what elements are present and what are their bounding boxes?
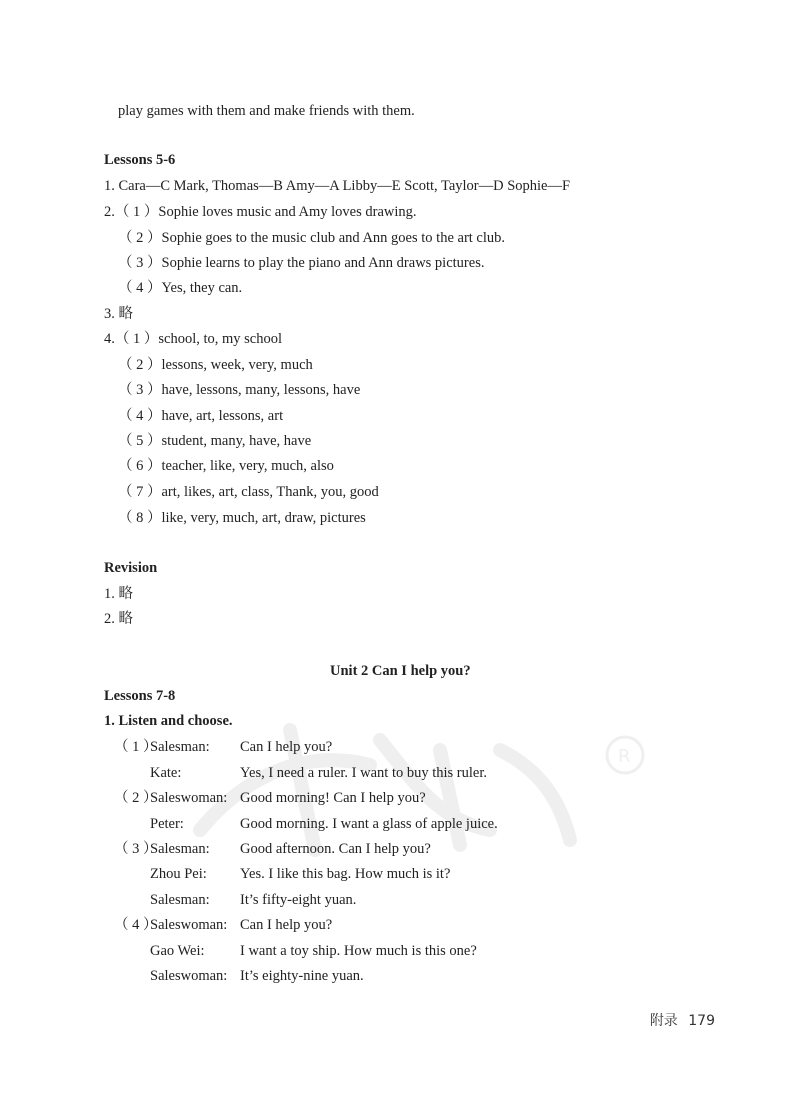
dialogue-speaker: Zhou Pei: [150,866,207,882]
page-footer [650,1010,715,1030]
answer-4-1: 4.（ 1 ）school, to, my school [104,331,283,347]
answer-2-4: （ 4 ）Yes, they can. [118,280,243,296]
answer-4-6: （ 6 ）teacher, like, very, much, also [118,458,334,474]
dialogue-speaker: Saleswoman: [150,968,228,984]
watermark-logo [140,710,660,860]
dialogue-text: Can I help you? [240,739,333,755]
revision-item-1: 1. 略 [104,586,133,602]
dialogue-text: Can I help you? [240,917,333,933]
dialogue-speaker: Salesman: [150,892,210,908]
answer-4-2: （ 2 ）lessons, week, very, much [118,357,313,373]
dialogue-speaker: Salesman: [150,739,210,755]
answer-1: 1. Cara—C Mark, Thomas—B Amy—A Libby—E Scott, Taylor—D Sophie—F [104,178,571,194]
dialogue-text: Good morning! Can I help you? [240,790,426,806]
answer-2-3: （ 3 ）Sophie learns to play the piano and Ann draws pictures. [118,255,485,271]
answer-4-3: （ 3 ）have, lessons, many, lessons, have [118,382,361,398]
answer-3: 3. 略 [104,306,133,322]
dialogue-speaker: Saleswoman: [150,790,228,806]
svg-text:R: R [618,746,631,767]
dialogue-text: Good morning. I want a glass of apple juice. [240,816,498,832]
appendix-label: 附录 [649,1013,678,1029]
answer-2-1: 2.（ 1 ）Sophie loves music and Amy loves drawing. [104,204,417,220]
revision-heading: Revision [104,560,158,576]
unit-title: Unit 2 Can I help you? [330,663,471,679]
dialogue-text: I want a toy ship. How much is this one? [240,943,477,959]
dialogue-number: （ 2 ） [114,790,158,806]
dialogue-speaker: Kate: [150,765,182,781]
dialogue-text: Yes, I need a ruler. I want to buy this ruler. [240,765,487,781]
answer-4-8: （ 8 ）like, very, much, art, draw, pictures [118,510,366,526]
dialogue-speaker: Peter: [150,816,184,832]
dialogue-text: Yes. I like this bag. How much is it? [240,866,451,882]
answer-2-2: （ 2 ）Sophie goes to the music club and Ann goes to the art club. [118,230,506,246]
dialogue-speaker: Saleswoman: [150,917,228,933]
dialogue-number: （ 4 ） [114,917,158,933]
dialogue-text: It’s eighty-nine yuan. [240,968,364,984]
lessons-5-6-heading: Lessons 5-6 [104,152,176,168]
dialogue-speaker: Salesman: [150,841,210,857]
page-number: 179 [688,1013,715,1029]
section-title: 1. Listen and choose. [104,713,233,729]
revision-item-2: 2. 略 [104,611,133,627]
dialogue-text: Good afternoon. Can I help you? [240,841,431,857]
dialogue-speaker: Gao Wei: [150,943,205,959]
answer-4-4: （ 4 ）have, art, lessons, art [118,408,284,424]
dialogue-text: It’s fifty-eight yuan. [240,892,357,908]
dialogue-number: （ 3 ） [114,841,158,857]
answer-4-7: （ 7 ）art, likes, art, class, Thank, you, good [118,484,379,500]
lessons-7-8-heading: Lessons 7-8 [104,688,176,704]
answer-4-5: （ 5 ）student, many, have, have [118,433,312,449]
intro-line: play games with them and make friends with them. [118,103,415,119]
dialogue-number: （ 1 ） [114,739,158,755]
